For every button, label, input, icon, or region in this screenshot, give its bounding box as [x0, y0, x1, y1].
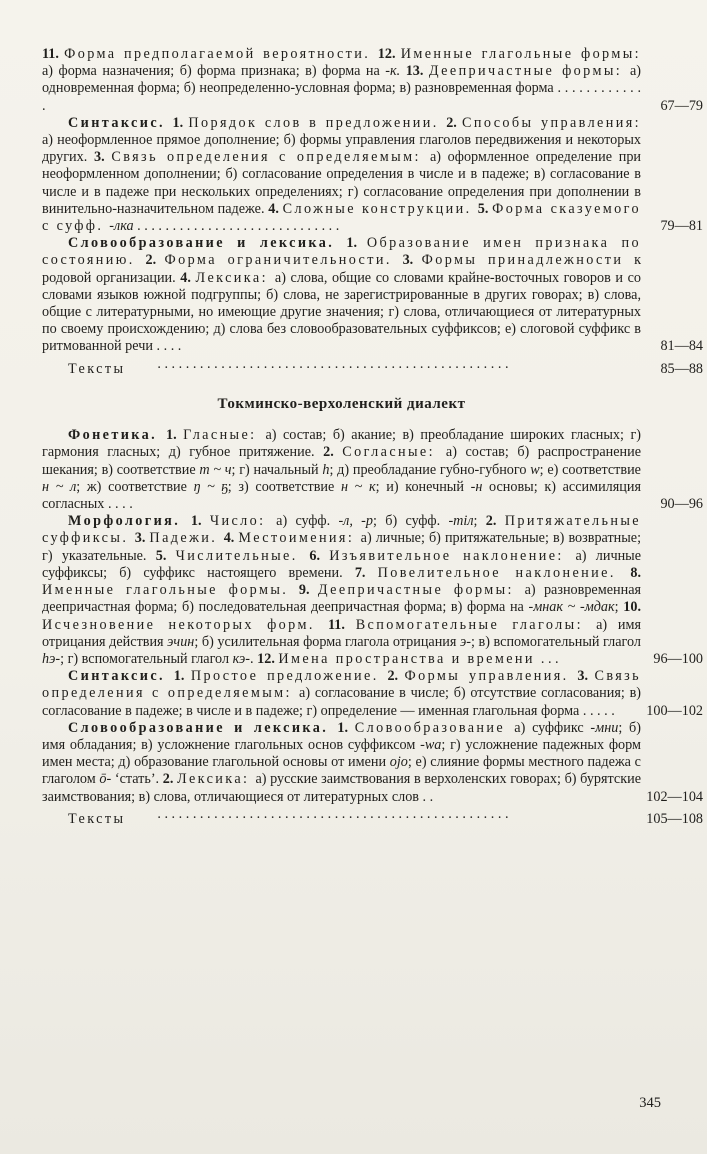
entry-text-segment: а) одновременная форма; б) неопределенно-условная форма; в) разновременная форма	[42, 63, 642, 97]
page-range: 85—88	[660, 360, 703, 377]
entry-text-segment: 3.	[577, 668, 595, 685]
entry-text-segment: основы; к) ассимиляция согласных	[42, 478, 641, 513]
toc-entry	[42, 427, 703, 513]
entry-text-segment: 11.	[327, 616, 356, 633]
entry-text-segment: а) согласование в числе; б) отсутствие согласования; в) согласование в падеже; в числе и в падеже; г) определение — именная глагольная форма	[42, 685, 642, 719]
entry-text-segment: 3.	[94, 149, 112, 166]
entry-text-segment: Вспомогательные глаголы:	[355, 616, 597, 633]
entry-text-segment: -тіл	[448, 513, 474, 530]
page-range: 79—81	[660, 218, 703, 235]
entry-text-segment: 11.	[42, 46, 65, 62]
entry-text-segment: Тексты	[68, 810, 132, 827]
entry-text-segment: -лка	[109, 218, 138, 235]
page-range: 100—102	[646, 702, 703, 719]
entry-text-segment: а) разновременная деепричастная форма; б) последовательная деепричастная форма; в) форма на	[42, 582, 642, 616]
page-range: 90—96	[660, 496, 703, 513]
entry-text-segment: ; з) соответствие	[227, 478, 341, 495]
entry-text-segment: 1.	[346, 235, 367, 252]
entry-text-segment: Простое предложение.	[190, 668, 388, 685]
entry-text-segment: Форма ограничительности.	[164, 252, 403, 269]
entry-text-segment: Сложные конструкции.	[282, 200, 478, 217]
page-range: 102—104	[646, 788, 703, 805]
entry-text-segment: ; б) имя обладания; в) усложнение глагольных основ суффиксом	[42, 719, 641, 753]
entry-text-segment: 9.	[298, 582, 318, 599]
page-range: 105—108	[646, 810, 703, 827]
entry-text-segment: ō-	[99, 771, 112, 788]
entry-text-segment: Способы управления:	[462, 114, 642, 131]
entry-text-segment: а) личные; б) притяжательные; в) возвратные; г) указательные.	[42, 530, 642, 564]
entry-text-segment: Тексты	[68, 360, 132, 377]
dot-leader: . . . .	[107, 496, 133, 513]
entry-text-segment: ‘стать’.	[111, 771, 163, 788]
entry-text-segment: Словообразование	[354, 719, 515, 736]
entry-text-segment: н ~ к	[340, 478, 376, 495]
entry-text-segment: Связь определения с определяемым:	[111, 149, 430, 166]
entry-text-segment: Связь определения с определяемым:	[42, 668, 642, 702]
entry-text-segment: 12.	[257, 650, 279, 667]
entry-text-segment: 5.	[477, 200, 493, 217]
entry-text-segment: Лексика:	[177, 771, 256, 788]
entry-text-segment: Образование имен признака по состоянию.	[42, 235, 641, 269]
entry-text-segment: а) русские заимствования в верхоленских говорах; б) бурятские заимствования; в) слова, отличающиеся от литературных слов	[42, 771, 641, 805]
entry-text-segment: Местоимения:	[238, 530, 361, 547]
entry-text-segment: а) состав; б) распространение шекания; в) соответствие	[42, 444, 642, 478]
entry-text-segment: эчин	[167, 633, 195, 650]
entry-text-segment: Форма предполагаемой вероятности.	[64, 46, 378, 62]
entry-text-segment: Порядок слов в предложении.	[188, 114, 447, 131]
entry-text-segment: Изъявительное наклонение:	[329, 547, 576, 564]
entry-text-segment: оjо	[389, 754, 408, 771]
toc-entry	[42, 114, 703, 235]
entry-text-segment: ŋ ~ ҕ	[193, 478, 228, 495]
entry-text-segment: 1.	[190, 513, 210, 530]
entry-text-segment: ;	[614, 599, 624, 616]
entry-text-segment: 3.	[402, 252, 422, 269]
entry-text-segment: Повелительное наклонение.	[377, 564, 631, 581]
entry-text-segment: Лексика:	[195, 269, 275, 286]
entry-text-segment: Гласные:	[183, 427, 266, 444]
entry-text-segment: 4.	[268, 200, 283, 217]
entry-text-segment: 1.	[173, 668, 191, 685]
entry-text-segment: ; в) вспомогательный глагол	[471, 633, 641, 650]
entry-text-segment: 10.	[623, 599, 641, 616]
entry-text-segment: ; б) суфф.	[373, 513, 449, 530]
toc-entry	[42, 719, 703, 806]
dot-leader: . . . .	[156, 338, 182, 355]
section-heading: Токминско-верхоленский диалект	[217, 396, 466, 413]
entry-text-segment: 2.	[145, 252, 165, 269]
entry-text-segment: ; ж) соответствие	[76, 478, 194, 495]
entry-text-segment: .	[250, 650, 258, 667]
entry-text-segment: 7.	[354, 564, 378, 581]
entry-text-segment: ; и) конечный	[375, 478, 471, 495]
entry-text-segment: 12.	[377, 46, 401, 62]
entry-text-segment: 1.	[337, 719, 355, 736]
page-range: 96—100	[653, 650, 703, 667]
entry-text-segment: Исчезновение некоторых форм.	[42, 616, 328, 633]
entry-text-segment: Синтаксис.	[68, 668, 174, 685]
entry-text-segment: а) личные суффиксы; б) суффикс настоящего времени.	[42, 547, 641, 581]
entry-text-segment: -мнак ~ -мдак	[528, 599, 615, 616]
entry-text-segment: ; д) преобладание губно-губного	[329, 461, 531, 478]
dot-leader: . . . . .	[582, 702, 615, 719]
toc-entry	[42, 355, 703, 378]
entry-text-segment: Именные глагольные формы.	[42, 582, 299, 599]
entry-text-segment: а) оформленное определение при неоформленном дополнении; б) согласование определения в числе и в падеже; в) согласование в числе и в падеже при нескольких определениях; г) согласование определения при дополнении в винительно-назначительном падеже.	[42, 149, 642, 217]
entry-text-segment: а) состав; б) акание; в) преобладание широких гласных; г) гармония гласных; д) губное притяжение.	[42, 427, 641, 461]
entry-text-segment: -к.	[385, 63, 406, 80]
entry-text-segment: w	[530, 461, 540, 478]
entry-text-segment: э-	[460, 633, 471, 650]
entry-text-segment: 2.	[387, 668, 405, 685]
entry-text-segment: Согласные:	[342, 444, 446, 461]
dot-leader: . .	[422, 788, 434, 805]
entry-text-segment: 3.	[134, 530, 150, 547]
entry-text-segment: Морфология.	[68, 513, 191, 530]
entry-text-segment: Притяжательные суффиксы.	[42, 513, 641, 547]
entry-text-segment: Словообразование и лексика.	[68, 719, 338, 736]
entry-text-segment: 2.	[485, 513, 505, 530]
entry-text-segment: Синтаксис.	[68, 114, 173, 131]
entry-text-segment: 6.	[309, 547, 330, 564]
entry-text-segment: н ~ л	[42, 478, 77, 495]
page-range: 81—84	[660, 338, 703, 355]
dot-leader: . . .	[540, 650, 559, 667]
entry-text-segment: 8.	[630, 564, 642, 581]
entry-text-segment: а) суффикс	[514, 719, 591, 736]
entry-text-segment: ; г) вспомогательный глагол	[60, 650, 233, 667]
entry-text-segment: а) слова, общие со словами крайне-восточных говоров и со словами языков южной подгруппы; б) слова, не зарегистрированные в других говорах; в) слова, общие с литературными, но имеющие другие значения; г) слова, отличающиеся от литературных по своему происхождению; д) слова без словообразовательных суффиксов; е) слоговой суффикс в ритмованной речи	[42, 269, 641, 355]
entry-text-segment: -л, -р	[338, 513, 373, 530]
entry-text-segment: Словообразование и лексика.	[68, 235, 347, 252]
entry-text-segment: 4.	[180, 269, 196, 286]
dot-leader: . . . . . . . . . . . . . . . . . . . . . . . . . . . . . . . . . . . . . . . . . . . . . . . . . .	[157, 805, 509, 822]
entry-text-segment: Именные глагольные формы:	[400, 46, 641, 62]
entry-text-segment: -wа	[420, 736, 442, 753]
entry-text-segment: -н	[470, 478, 483, 495]
entry-text-segment: Числительные.	[175, 547, 310, 564]
page-range: 67—79	[660, 97, 703, 114]
entry-text-segment: ; г) усложнение падежных форм имен места; д) образование глагольной основы от имени	[42, 736, 641, 771]
entry-text-segment: 13.	[405, 63, 429, 80]
entry-text-segment: 4.	[223, 530, 239, 547]
entry-text-segment: т ~ ч	[199, 461, 232, 478]
entry-text-segment: Имена пространства и времени	[278, 650, 541, 667]
toc-entry	[42, 513, 703, 668]
entry-text-segment: Деепричастные формы:	[428, 63, 630, 80]
page-number: 345	[639, 1094, 661, 1111]
entry-text-segment: а) суфф.	[276, 513, 339, 530]
entry-text-segment: Число:	[209, 513, 277, 530]
entry-text-segment: 1.	[166, 427, 184, 444]
toc-entry	[42, 235, 703, 355]
entry-text-segment: а) форма назначения; б) форма признака; в) форма на	[42, 63, 386, 80]
entry-text-segment: 1.	[172, 114, 189, 131]
toc-entry	[42, 46, 703, 115]
entry-text-segment: кэ-	[232, 650, 251, 667]
toc-entry	[42, 805, 703, 828]
dot-leader: . . . . . . . . . . . . . . . . . . . . . . . . . . . . . . . . . . . . . . . . . . . . . . . . . .	[157, 355, 509, 372]
entry-text-segment: ; е) слияние формы местного падежа с глаголом	[42, 754, 641, 788]
entry-text-segment: ; г) начальный	[231, 461, 323, 478]
entry-text-segment: Деепричастные формы:	[317, 582, 525, 599]
entry-text-segment: ; е) соответствие	[539, 461, 641, 478]
dot-leader: . . . . . . . . . . . . . . . . . . . . . . . . . . . . .	[137, 218, 340, 235]
entry-text-segment: 5.	[155, 547, 176, 564]
entry-text-segment: Формы управления.	[404, 668, 578, 685]
toc-entry	[42, 668, 703, 720]
entry-text-segment: а) неоформленное прямое дополнение; б) формы управления глаголов передвижения и некоторых других.	[42, 132, 641, 166]
entry-text-segment: Фонетика.	[68, 427, 166, 444]
entry-text-segment: 2.	[162, 771, 178, 788]
entry-text-segment: -мни	[590, 719, 619, 736]
entry-text-segment: h	[322, 461, 330, 478]
entry-text-segment: ; б) усилительная форма глагола отрицания	[194, 633, 461, 650]
entry-text-segment: Форма сказуемого с суфф.	[42, 200, 641, 235]
toc	[42, 46, 703, 828]
entry-text-segment: Падежи.	[149, 530, 224, 547]
entry-text-segment: Формы принадлежности	[421, 252, 635, 269]
dot-leader: . . . . . . . . . . . . .	[42, 80, 641, 114]
entry-text-segment: 2.	[323, 444, 343, 461]
entry-text-segment: hэ-	[42, 650, 61, 667]
entry-text-segment: к родовой организации.	[42, 252, 642, 286]
entry-text-segment: 2.	[446, 114, 462, 131]
entry-text-segment: ;	[473, 513, 486, 530]
entry-text-segment: а) имя отрицания действия	[42, 616, 641, 650]
